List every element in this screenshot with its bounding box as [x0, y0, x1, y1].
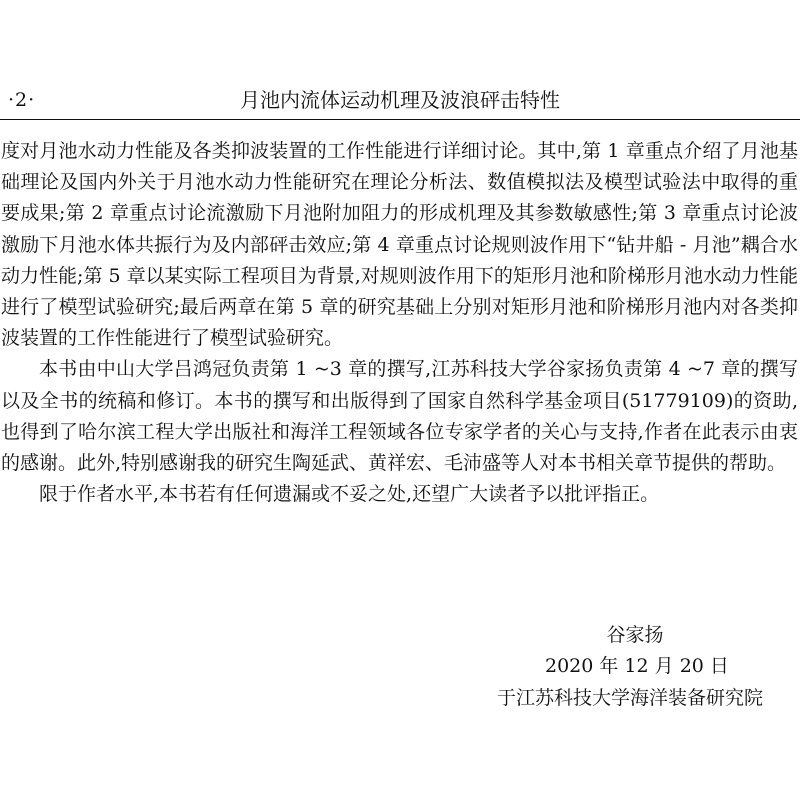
page-number: ·2·	[8, 89, 36, 111]
paragraph-authorship: 本书由中山大学吕鸿冠负责第 1 ~3 章的撰写,江苏科技大学谷家扬负责第 4 ~7 章的撰写以及全书的统稿和修订。本书的撰写和出版得到了国家自然科学基金项目(51779109)的资助,也得到了哈尔滨工程大学出版社和海洋工程领域各位专家学者的关心与支持,作者在此表示由衷的感谢。此外,特别感谢我的研究生陶延武、黄祥宏、毛沛盛等人对本书相关章节提供的帮助。	[1, 358, 798, 475]
signature-date: 2020 年 12 月 20 日	[545, 655, 729, 677]
signature-name: 谷家扬	[606, 624, 664, 646]
paragraph-continued: 度对月池水动力性能及各类抑波装置的工作性能进行详细讨论。其中,第 1 章重点介绍了月池基础理论及国内外关于月池水动力性能研究在理论分析法、数值模拟法及模型试验法中取得的重要成果;第 2 章重点讨论流激励下月池附加阻力的形成机理及其参数敏感性;第 3 章重点讨论波激励下月池水体共振行为及内部砰击效应;第 4 章重点讨论规则波作用下“钻井船 - 月池”耦合水动力性能;第 5 章以某实际工程项目为背景,对规则波作用下的矩形月池和阶梯形月池水动力性能进行了模型试验研究;最后两章在第 5 章的研究基础上分别对矩形月池和阶梯形月池内对各类抑波装置的工作性能进行了模型试验研究。	[1, 140, 798, 350]
paragraph-closing: 限于作者水平,本书若有任何遗漏或不妥之处,还望广大读者予以批评指正。	[39, 483, 660, 506]
signature-place: 于江苏科技大学海洋装备研究院	[496, 687, 763, 709]
running-title: 月池内流体运动机理及波浪砰击特性	[240, 88, 560, 112]
body-text	[1, 136, 798, 510]
header-rule	[0, 119, 800, 120]
page-header	[0, 86, 800, 116]
